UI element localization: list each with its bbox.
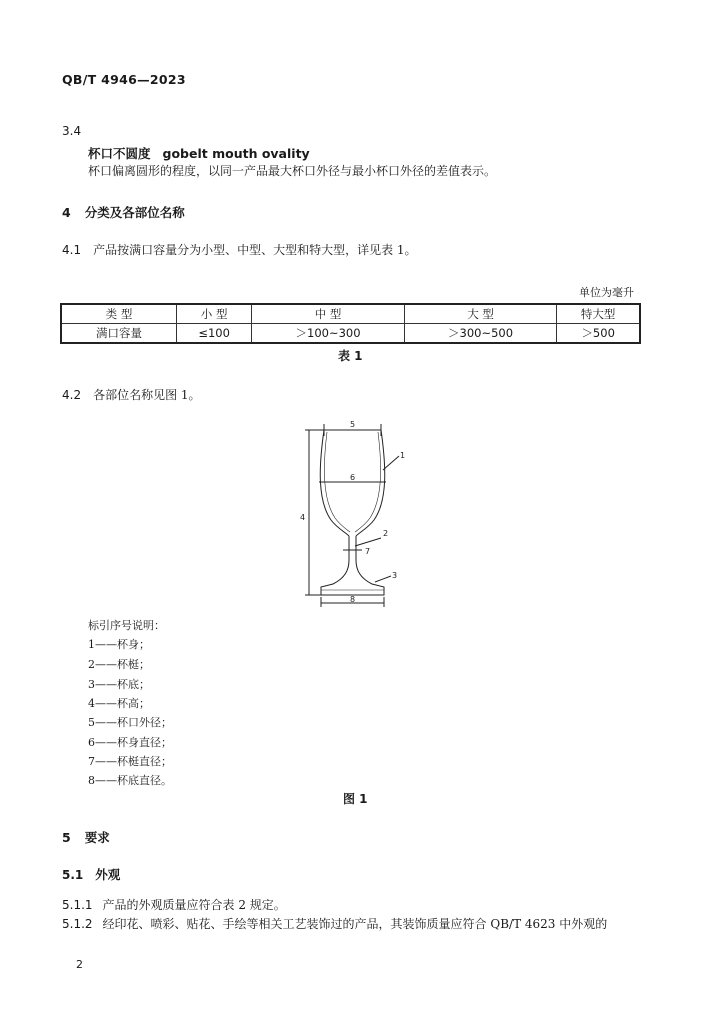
- table-1-cell: ＞500: [557, 324, 640, 344]
- table-1-data-row: [61, 324, 640, 344]
- clause-5-1-title: 外观: [95, 867, 121, 882]
- clause-3-4-number: 3.4: [62, 124, 82, 138]
- table-1-header-row: [61, 304, 640, 324]
- callout-3: 3: [392, 571, 398, 580]
- clause-5-1-heading: [62, 864, 120, 883]
- goblet-figure: [295, 410, 420, 610]
- clause-4-2-text: 各部位名称见图 1。: [93, 388, 201, 402]
- legend-item: 2——杯梃；: [88, 658, 150, 671]
- section-5-number: 5: [62, 830, 71, 845]
- clause-5-1-1: [62, 894, 286, 913]
- standard-code: QB/T 4946—2023: [62, 72, 186, 87]
- clause-4-1: [62, 239, 417, 258]
- section-4-number: 4: [62, 205, 71, 220]
- callout-7: 7: [365, 547, 371, 556]
- page-number: 2: [76, 958, 83, 971]
- legend-item: 1——杯身；: [88, 638, 150, 651]
- table-1-cell: 满口容量: [61, 324, 177, 344]
- clause-5-1-number: 5.1: [62, 868, 84, 882]
- table-1-header-cell: 特大型: [557, 304, 640, 324]
- table-1-caption: 表 1: [338, 349, 363, 363]
- callout-8: 8: [350, 595, 356, 604]
- clause-5-1-1-number: 5.1.1: [62, 898, 93, 912]
- clause-4-2: [62, 384, 201, 403]
- term-chinese: 杯口不圆度: [88, 146, 151, 161]
- clause-4-1-text: 产品按满口容量分为小型、中型、大型和特大型，详见表 1。: [93, 243, 417, 257]
- legend-item: 5——杯口外径；: [88, 716, 172, 729]
- table-1-cell: ≤100: [177, 324, 252, 344]
- clause-3-4-term: [88, 143, 310, 162]
- clause-4-2-number: 4.2: [62, 388, 82, 402]
- legend-item: 8——杯底直径。: [88, 774, 172, 787]
- table-1-unit: 单位为毫升: [579, 286, 634, 299]
- clause-3-4-definition: 杯口偏离圆形的程度，以同一产品最大杯口外径与最小杯口外径的差值表示。: [88, 164, 497, 178]
- callout-1: 1: [400, 451, 406, 460]
- figure-1-caption: 图 1: [343, 792, 368, 806]
- clause-5-1-2: [62, 913, 607, 932]
- clause-5-1-1-text: 产品的外观质量应符合表 2 规定。: [102, 898, 286, 912]
- table-1-header-cell: 大 型: [404, 304, 557, 324]
- callout-6: 6: [350, 473, 356, 482]
- table-1-cell: ＞100~300: [252, 324, 405, 344]
- clause-5-1-2-number: 5.1.2: [62, 917, 93, 931]
- callout-5: 5: [350, 420, 356, 429]
- clause-5-1-2-text: 经印花、喷彩、贴花、手绘等相关工艺装饰过的产品，其装饰质量应符合 QB/T 4623 中外观的: [102, 917, 608, 931]
- legend-item: 6——杯身直径；: [88, 736, 172, 749]
- table-1-cell: ＞300~500: [404, 324, 557, 344]
- table-1-header-cell: 小 型: [177, 304, 252, 324]
- table-1-header-cell: 类 型: [61, 304, 177, 324]
- section-4-title: 分类及各部位名称: [84, 205, 185, 220]
- legend-title: 标引序号说明：: [88, 619, 165, 632]
- clause-4-1-number: 4.1: [62, 243, 82, 257]
- callout-4: 4: [300, 513, 306, 522]
- table-1-header-cell: 中 型: [252, 304, 405, 324]
- section-5-heading: [62, 827, 110, 846]
- callout-2: 2: [383, 529, 389, 538]
- legend-item: 3——杯底；: [88, 678, 150, 691]
- section-4-heading: [62, 202, 185, 221]
- table-1: [60, 303, 641, 344]
- legend-item: 4——杯高；: [88, 697, 150, 710]
- legend-item: 7——杯梃直径；: [88, 755, 172, 768]
- section-5-title: 要求: [84, 830, 110, 845]
- term-english: gobelt mouth ovality: [162, 146, 310, 161]
